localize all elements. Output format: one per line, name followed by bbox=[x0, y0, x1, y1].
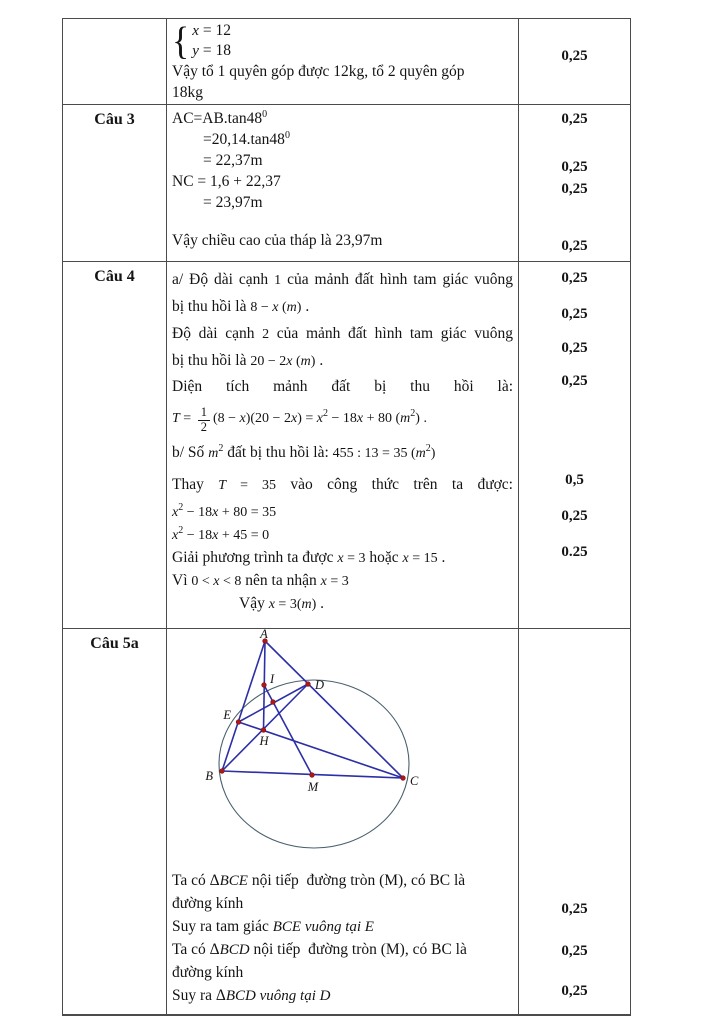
answer-content bbox=[167, 262, 519, 628]
math-text: ) bbox=[310, 354, 316, 369]
content-line bbox=[167, 523, 518, 546]
content-line bbox=[167, 108, 518, 129]
math-variable: m bbox=[300, 354, 311, 369]
body-text: bị thu hồi là bbox=[172, 352, 251, 369]
content-line bbox=[167, 347, 518, 374]
equation-line bbox=[192, 21, 231, 41]
math-text: 8 − bbox=[250, 300, 273, 315]
body-text: đường kính bbox=[172, 964, 244, 981]
math-text: = 15 bbox=[408, 551, 438, 566]
math-variable: y bbox=[192, 43, 199, 59]
content-line bbox=[167, 961, 518, 984]
equation-system bbox=[167, 21, 518, 61]
body-text: hoặc bbox=[365, 549, 403, 566]
italic-text: BCE bbox=[219, 873, 248, 889]
body-text: AC=AB.tan48 bbox=[172, 110, 263, 127]
content-line bbox=[167, 129, 518, 150]
math-text: )(20 − 2 bbox=[245, 411, 291, 426]
math-text: 2 bbox=[262, 327, 270, 342]
point-D bbox=[306, 682, 311, 687]
content-line bbox=[167, 500, 518, 523]
point-label-A: A bbox=[260, 629, 268, 641]
fraction bbox=[198, 406, 210, 435]
math-text: 455 : 13 = 35 ( bbox=[332, 446, 416, 461]
point-label-D: D bbox=[315, 678, 325, 692]
math-variable: x bbox=[172, 505, 179, 520]
math-text: − 18 bbox=[183, 505, 213, 520]
math-variable: x bbox=[337, 551, 344, 566]
body-text: Suy ra Δ bbox=[172, 987, 226, 1004]
segment-BD bbox=[222, 684, 308, 771]
point-M bbox=[310, 773, 315, 778]
content-line bbox=[167, 61, 518, 82]
body-text: = 23,97m bbox=[203, 194, 263, 211]
body-text: nội tiếp đường tròn (M), có BC là bbox=[247, 872, 466, 889]
question-label: Câu 3 bbox=[63, 105, 167, 261]
math-text: ) . bbox=[415, 411, 427, 426]
score-value: 0,25 bbox=[561, 943, 588, 959]
score-value: 0,25 bbox=[561, 306, 588, 322]
content-line bbox=[167, 436, 518, 469]
body-text: b/ Số bbox=[172, 444, 209, 461]
superscript: 0 bbox=[262, 108, 268, 120]
score-value: 0,5 bbox=[565, 472, 584, 488]
content-line bbox=[167, 892, 518, 915]
fraction-numerator: 1 bbox=[198, 406, 210, 421]
content-line bbox=[167, 82, 518, 103]
score-column bbox=[519, 19, 630, 104]
math-variable: m bbox=[208, 446, 219, 461]
body-text: đất bị thu hồi là: bbox=[223, 444, 333, 461]
score-value: 0,25 bbox=[561, 159, 588, 175]
question-label bbox=[63, 19, 167, 104]
geometry-diagram bbox=[167, 629, 518, 869]
score-value: 0,25 bbox=[561, 508, 588, 524]
score-column bbox=[519, 262, 630, 628]
superscript: 0 bbox=[284, 129, 290, 141]
point-E bbox=[236, 720, 241, 725]
math-text: = 12 bbox=[198, 22, 231, 39]
point-label-E: E bbox=[223, 708, 231, 722]
content-line bbox=[167, 984, 518, 1007]
math-variable: x bbox=[356, 411, 364, 426]
math-variable: x bbox=[172, 528, 179, 543]
math-text: 0 < bbox=[191, 574, 214, 589]
math-variable: x bbox=[320, 574, 327, 589]
table-row-cau5a bbox=[63, 629, 630, 1014]
math-text: − 18 bbox=[183, 528, 213, 543]
math-text: = 3( bbox=[274, 597, 302, 612]
body-text: . bbox=[315, 352, 324, 369]
math-text: ) bbox=[311, 597, 317, 612]
body-text: Vì bbox=[172, 572, 192, 589]
content-line bbox=[167, 230, 518, 251]
math-variable: x bbox=[213, 574, 220, 589]
italic-text: BCD vuông tại D bbox=[225, 988, 331, 1004]
body-text: a/ Độ dài cạnh bbox=[172, 271, 275, 288]
math-text: ) = bbox=[297, 411, 317, 426]
math-text: + 80 = 35 bbox=[218, 505, 277, 520]
body-text: của mảnh đất hình tam giác vuông bbox=[269, 325, 513, 342]
math-variable: x bbox=[239, 411, 246, 426]
content-line bbox=[167, 469, 518, 500]
body-text: nên ta nhận bbox=[241, 572, 321, 589]
point-I bbox=[262, 683, 267, 688]
italic-text: BCD bbox=[219, 942, 250, 958]
score-value: 0.25 bbox=[561, 544, 588, 560]
score-value: 0,25 bbox=[561, 901, 588, 917]
math-variable: x bbox=[272, 300, 279, 315]
point-label-B: B bbox=[205, 769, 213, 783]
content-line bbox=[167, 171, 518, 192]
table-row-cau4 bbox=[63, 262, 630, 629]
content-line bbox=[167, 213, 518, 230]
point-label-H: H bbox=[259, 734, 269, 748]
content-line bbox=[167, 266, 518, 293]
body-text: đường kính bbox=[172, 895, 244, 912]
math-text: ) bbox=[296, 300, 302, 315]
body-text: Ta có Δ bbox=[172, 941, 220, 958]
body-text: Vậy tổ 1 quyên góp được 12kg, tổ 2 quyên góp bbox=[172, 63, 465, 80]
superscript: 2 bbox=[425, 442, 431, 454]
superscript: 2 bbox=[218, 442, 224, 454]
math-text: = 3 bbox=[343, 551, 366, 566]
math-text: + 45 = 0 bbox=[218, 528, 270, 543]
question-label: Câu 4 bbox=[63, 262, 167, 628]
math-variable: x bbox=[402, 551, 409, 566]
superscript: 2 bbox=[178, 524, 184, 536]
content-line bbox=[167, 192, 518, 213]
math-variable: x bbox=[268, 597, 275, 612]
body-text: Thay bbox=[172, 476, 219, 493]
body-text: Suy ra tam giác bbox=[172, 918, 273, 935]
superscript: 2 bbox=[178, 501, 184, 513]
answer-content bbox=[167, 629, 519, 1014]
point-H bbox=[261, 728, 266, 733]
score-value: 0,25 bbox=[561, 181, 588, 197]
body-text: Độ dài cạnh bbox=[172, 325, 263, 342]
question-label: Câu 5a bbox=[63, 629, 167, 1014]
body-text: của mảnh đất hình tam giác vuông bbox=[281, 271, 514, 288]
circle-M bbox=[219, 680, 409, 848]
math-text: 1 bbox=[274, 273, 282, 288]
math-text: ) bbox=[430, 446, 436, 461]
fraction-denominator: 2 bbox=[200, 420, 207, 434]
content-line bbox=[167, 592, 518, 616]
score-value: 0,25 bbox=[561, 983, 588, 999]
math-variable: x bbox=[316, 411, 323, 426]
score-column bbox=[519, 105, 630, 261]
math-variable: x bbox=[212, 505, 219, 520]
point-label-I: I bbox=[270, 672, 275, 686]
math-text: (8 − bbox=[212, 411, 240, 426]
score-value: 0,25 bbox=[561, 270, 588, 286]
superscript: 2 bbox=[410, 407, 416, 419]
point-C bbox=[401, 776, 406, 781]
content-line bbox=[167, 320, 518, 347]
math-variable: x bbox=[192, 23, 199, 39]
math-text: = bbox=[179, 411, 195, 426]
score-value: 0,25 bbox=[561, 48, 588, 64]
segment-IM bbox=[264, 685, 312, 775]
body-text: . bbox=[316, 595, 325, 612]
math-text: = 18 bbox=[198, 42, 231, 59]
math-variable: x bbox=[290, 411, 298, 426]
body-text: . bbox=[437, 549, 446, 566]
body-text: Giải phương trình ta được bbox=[172, 549, 338, 566]
math-variable: x bbox=[286, 354, 293, 369]
answer-content bbox=[167, 105, 519, 261]
content-line bbox=[167, 915, 518, 938]
body-text: Diện tích mảnh đất bị thu hồi là: bbox=[172, 378, 513, 395]
math-variable: m bbox=[286, 300, 297, 315]
score-value: 0,25 bbox=[561, 111, 588, 127]
content-line bbox=[167, 400, 518, 436]
body-text: 18kg bbox=[172, 84, 203, 101]
body-text: bị thu hồi là bbox=[172, 298, 251, 315]
body-text: = 22,37m bbox=[203, 152, 263, 169]
score-column bbox=[519, 629, 630, 1014]
math-variable: m bbox=[415, 446, 426, 461]
math-variable: m bbox=[301, 597, 312, 612]
math-text: = 3 bbox=[326, 574, 349, 589]
content-line bbox=[167, 569, 518, 592]
content-line bbox=[167, 869, 518, 892]
segment-AB bbox=[222, 641, 265, 771]
table-row-cau3 bbox=[63, 105, 630, 262]
answer-content bbox=[167, 19, 519, 104]
system-equations bbox=[192, 21, 231, 61]
score-value: 0,25 bbox=[561, 373, 588, 389]
segment-AC bbox=[265, 641, 403, 778]
math-variable: T bbox=[172, 411, 180, 426]
content-line bbox=[167, 150, 518, 171]
answer-key-table bbox=[62, 18, 631, 1016]
body-text: Ta có Δ bbox=[172, 872, 220, 889]
content-line bbox=[167, 546, 518, 569]
math-text: 20 − 2 bbox=[250, 354, 287, 369]
body-text: NC = 1,6 + 22,37 bbox=[172, 173, 281, 190]
point-label-M: M bbox=[307, 780, 319, 794]
table-row-continuation bbox=[63, 19, 630, 105]
body-text: . bbox=[301, 298, 310, 315]
math-variable: x bbox=[212, 528, 219, 543]
superscript: 2 bbox=[322, 407, 328, 419]
point-N bbox=[271, 700, 276, 705]
body-text: nội tiếp đường tròn (M), có BC là bbox=[249, 941, 467, 958]
body-text: =20,14.tan48 bbox=[203, 131, 285, 148]
math-text: ( bbox=[278, 300, 287, 315]
italic-text: BCE vuông tại E bbox=[272, 919, 374, 935]
math-text: − 18 bbox=[327, 411, 357, 426]
body-text: vào công thức trên ta được: bbox=[275, 476, 513, 493]
content-line bbox=[167, 293, 518, 320]
math-text: ( bbox=[292, 354, 301, 369]
math-text: + 80 ( bbox=[363, 411, 401, 426]
body-text: Vậy chiều cao của tháp là 23,97m bbox=[172, 232, 383, 249]
equation-line bbox=[192, 41, 231, 61]
content-line bbox=[167, 374, 518, 400]
content-line bbox=[167, 938, 518, 961]
point-label-C: C bbox=[410, 774, 419, 788]
point-B bbox=[220, 769, 225, 774]
score-value: 0,25 bbox=[561, 238, 588, 254]
math-variable: T bbox=[218, 478, 227, 493]
math-text: = 35 bbox=[226, 478, 276, 493]
score-value: 0,25 bbox=[561, 340, 588, 356]
body-text: Vậy bbox=[239, 595, 269, 612]
math-text: < 8 bbox=[219, 574, 242, 589]
system-brace: { bbox=[172, 21, 190, 61]
math-variable: m bbox=[400, 411, 411, 426]
